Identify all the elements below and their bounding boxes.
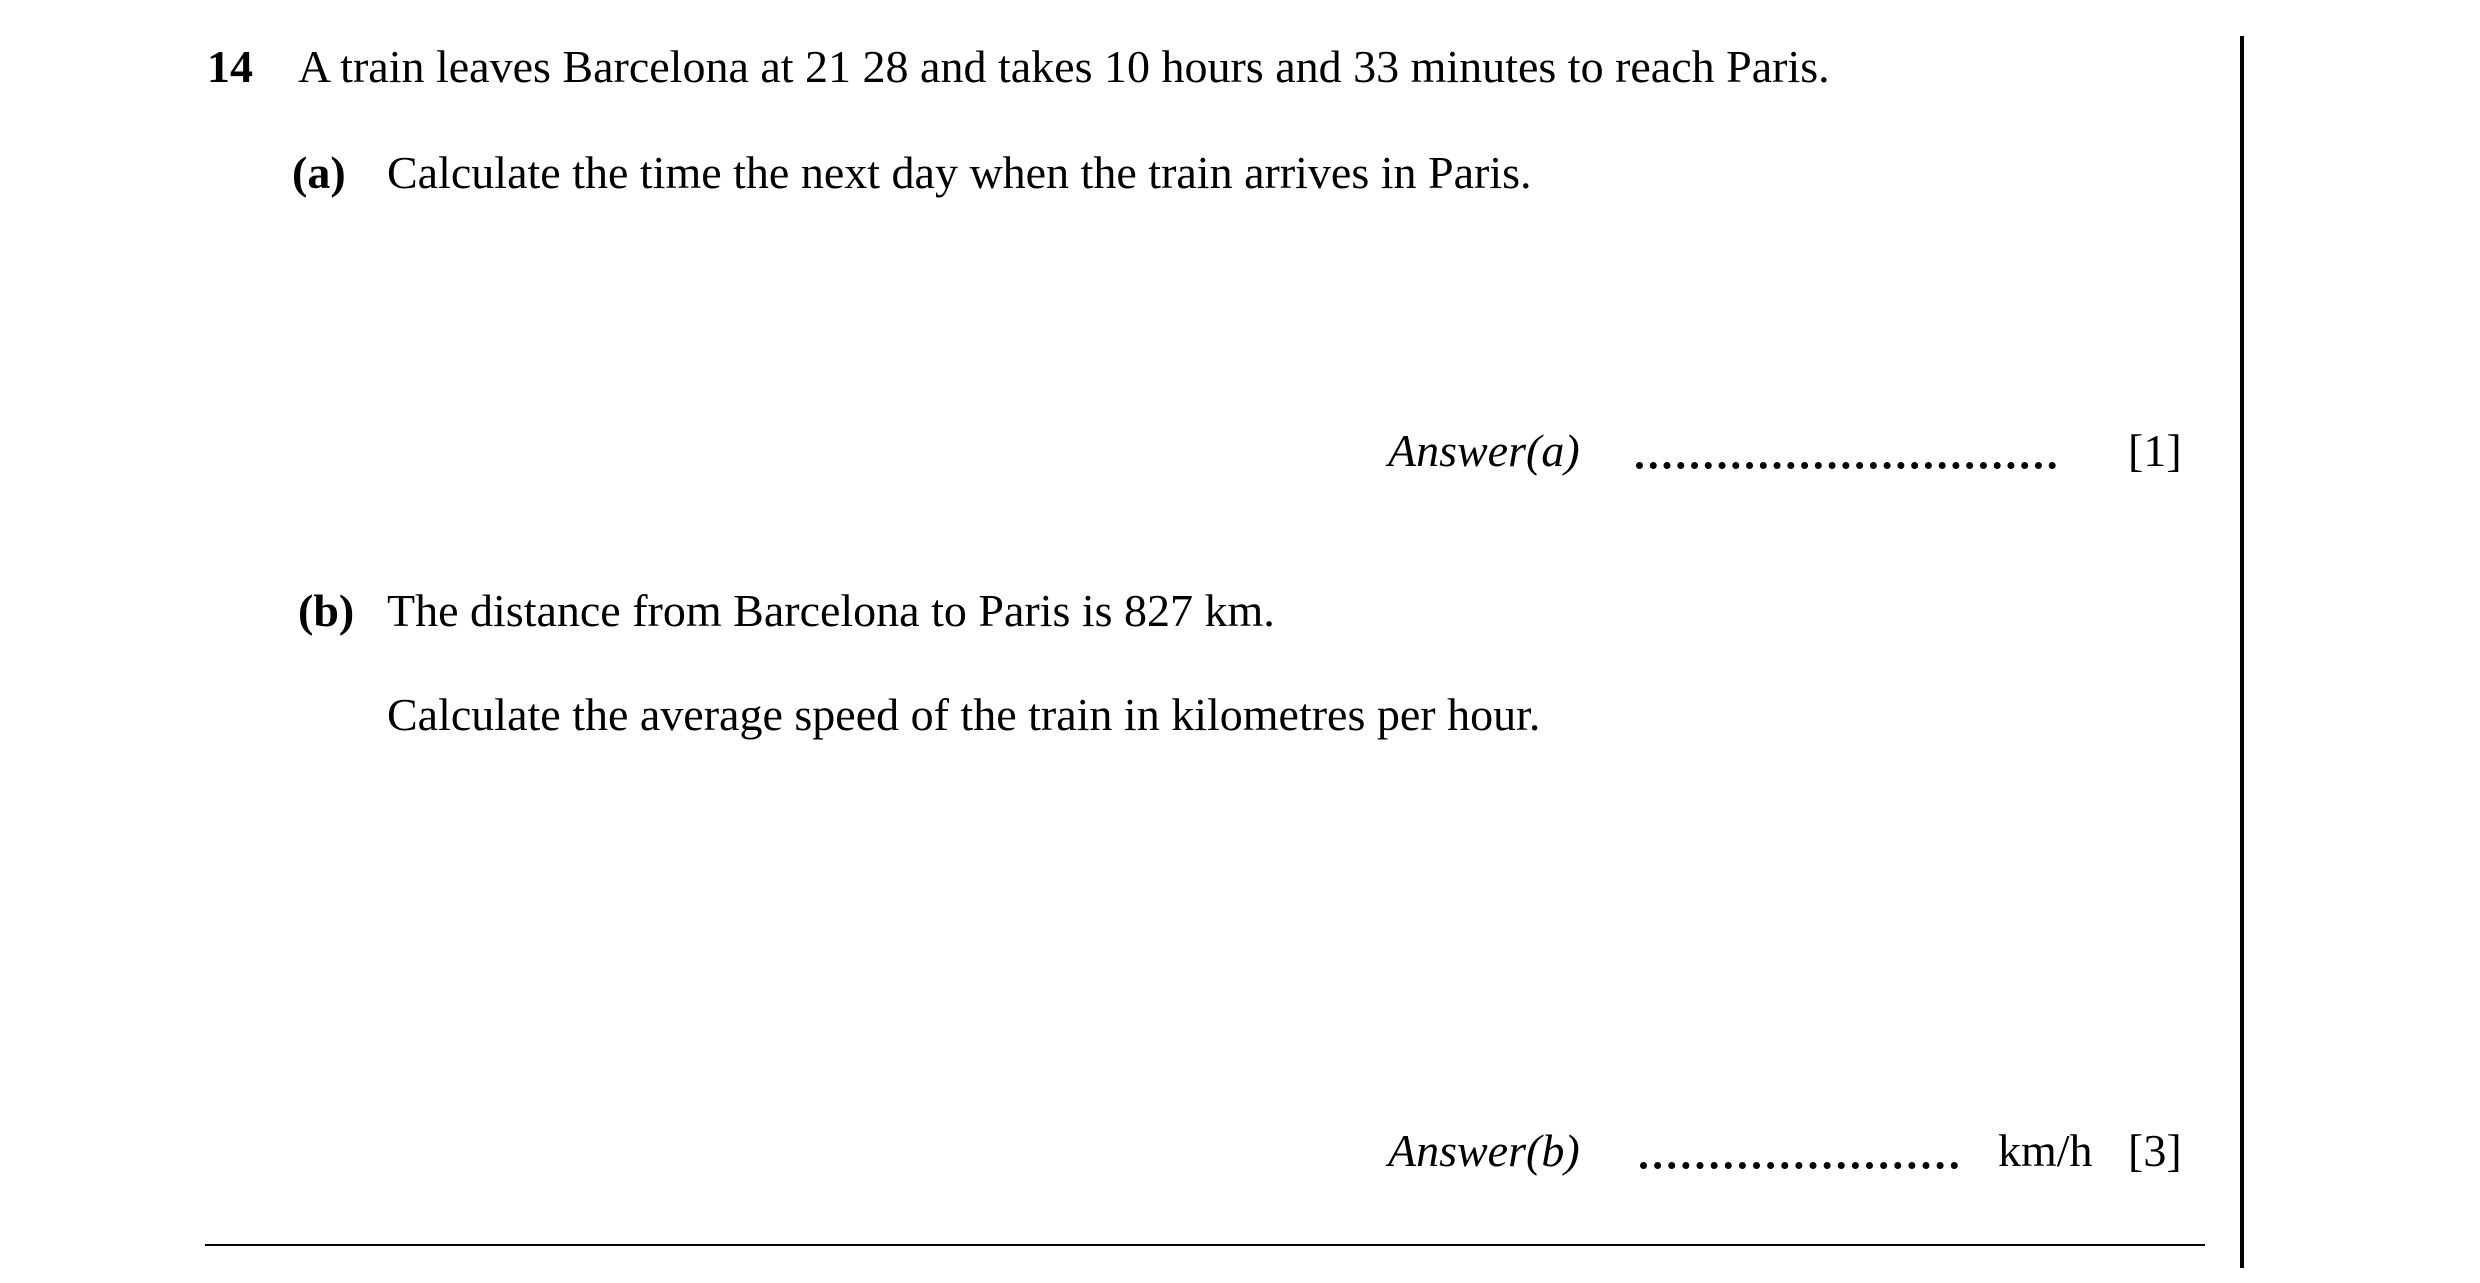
part-b-label: (b) — [298, 585, 355, 636]
answer-a-field[interactable] — [1636, 420, 2056, 472]
part-a-text: Calculate the time the next day when the train arrives in Paris. — [387, 147, 1532, 198]
part-b-text-speed: Calculate the average speed of the train in kilometres per hour. — [387, 689, 1541, 740]
right-margin-line — [2240, 36, 2244, 1268]
part-b-text-distance: The distance from Barcelona to Paris is 827 km. — [387, 585, 1275, 636]
answer-b-unit: km/h — [1998, 1125, 2093, 1176]
bottom-rule — [205, 1244, 2205, 1246]
answer-b-label: Answer(b) — [1388, 1125, 1580, 1176]
answer-b-dotted-line — [1640, 1162, 1958, 1169]
answer-a-label: Answer(a) — [1388, 425, 1580, 476]
answer-a-dotted-line — [1636, 462, 2056, 469]
part-a-marks: [1] — [2128, 425, 2182, 476]
part-b-marks: [3] — [2128, 1125, 2182, 1176]
question-number: 14 — [207, 41, 253, 92]
part-a-label: (a) — [292, 147, 346, 198]
answer-b-field[interactable] — [1640, 1120, 1958, 1172]
question-stem: A train leaves Barcelona at 21 28 and takes 10 hours and 33 minutes to reach Paris. — [298, 41, 1830, 92]
